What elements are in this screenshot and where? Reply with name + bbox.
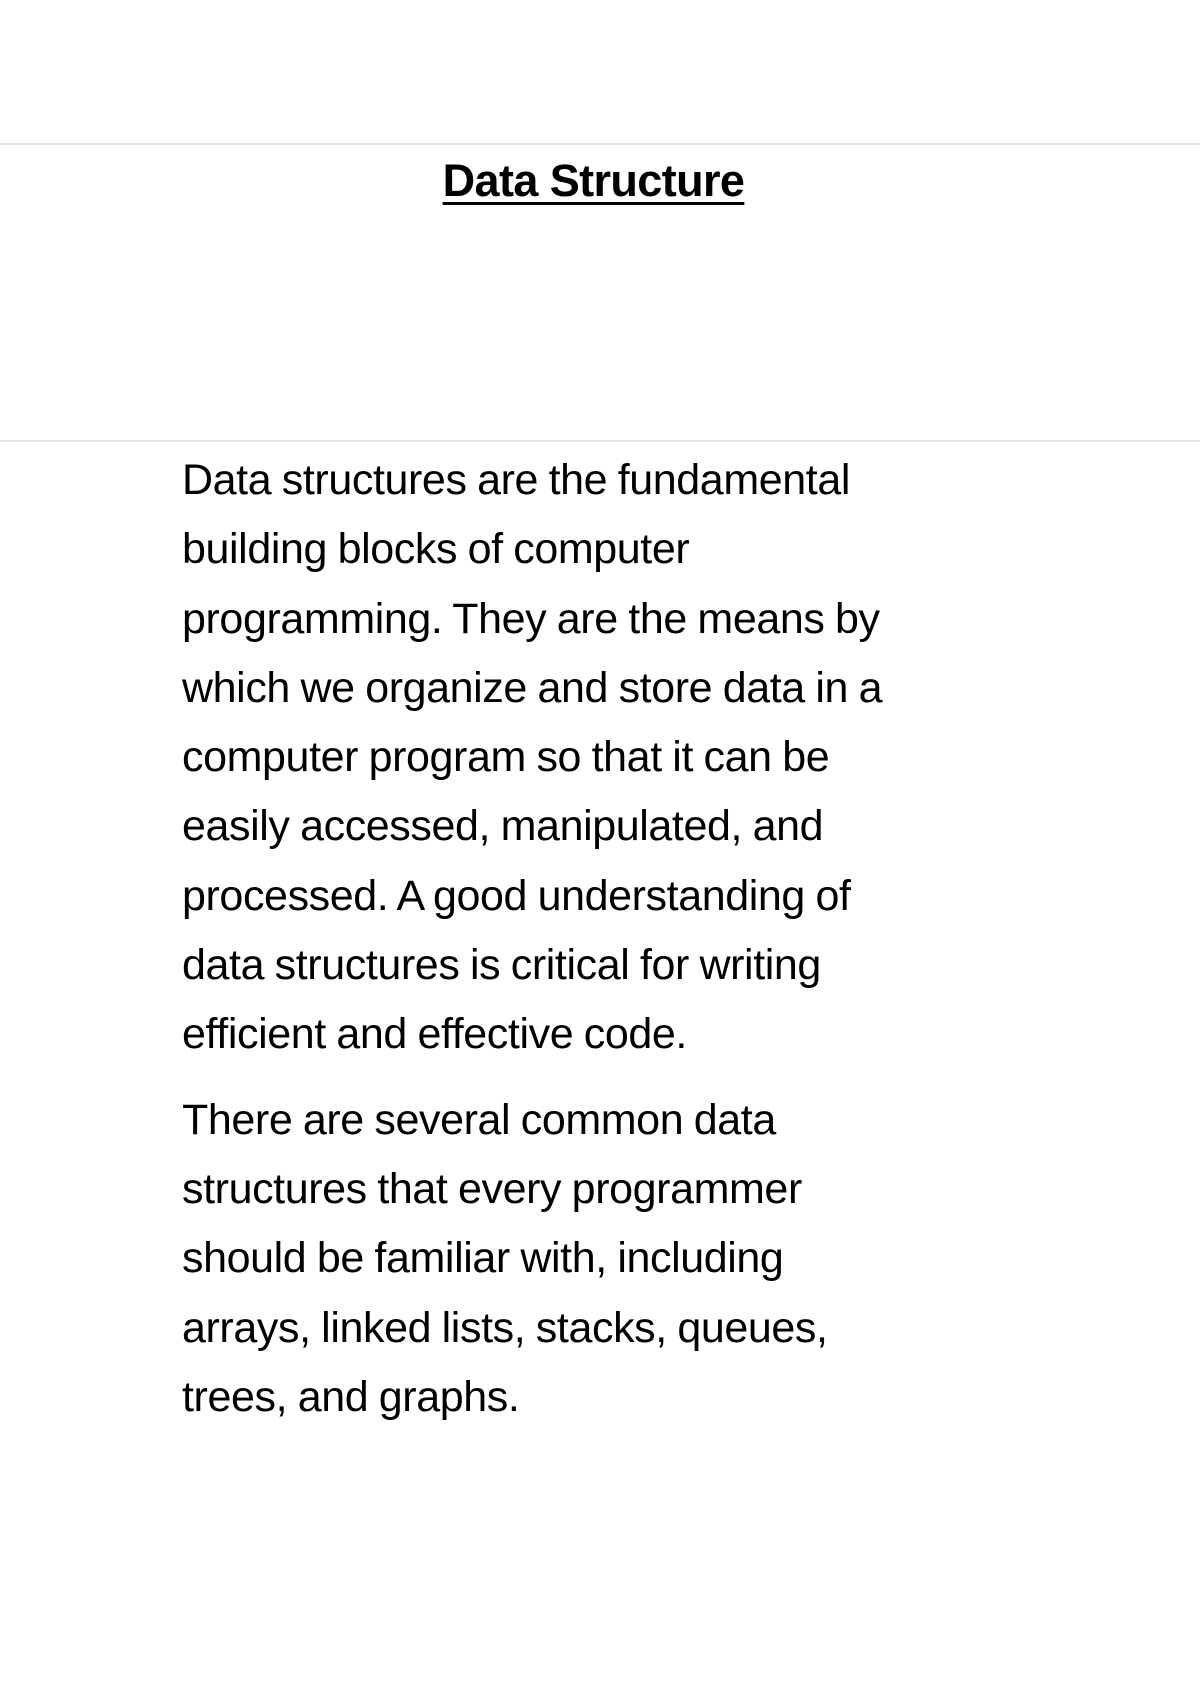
text-line: trees, and graphs. <box>182 1372 520 1421</box>
text-line: processed. A good understanding of <box>182 871 851 920</box>
text-line: structures that every programmer <box>182 1164 802 1213</box>
page-title: Data Structure <box>442 155 745 206</box>
text-line: which we organize and store data in a <box>182 663 883 712</box>
header-band <box>0 145 1200 440</box>
text-line: arrays, linked lists, stacks, queues, <box>182 1303 828 1352</box>
text-line: should be familiar with, including <box>182 1234 784 1283</box>
text-line: efficient and effective code. <box>182 1010 687 1059</box>
text-line: data structures is critical for writing <box>182 941 821 990</box>
text-line: computer program so that it can be <box>182 733 830 782</box>
text-line: programming. They are the means by <box>182 594 880 643</box>
body-text <box>182 446 1022 1432</box>
text-line: There are several common data <box>182 1095 776 1144</box>
text-line: building blocks of computer <box>182 525 690 574</box>
paragraph-intro <box>182 446 1022 1070</box>
text-line: Data structures are the fundamental <box>182 456 850 504</box>
text-line: easily accessed, manipulated, and <box>182 802 824 851</box>
header-bottom-rule <box>0 440 1200 442</box>
paragraph-common-structures <box>182 1086 1022 1432</box>
